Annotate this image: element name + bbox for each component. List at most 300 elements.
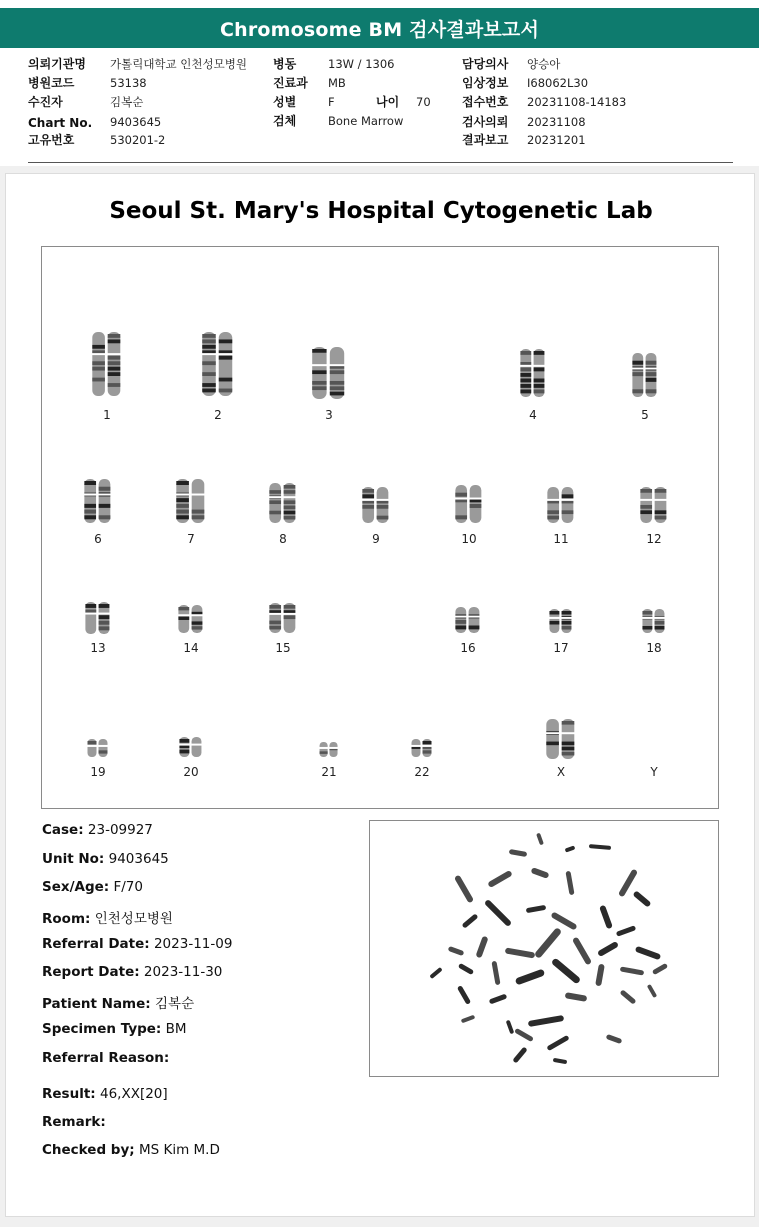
centromere (533, 365, 545, 367)
chromosome-band (284, 506, 296, 510)
chromosome-band (269, 490, 281, 494)
metaphase-chromosome (514, 1028, 534, 1042)
chromosome-pair-9 (362, 487, 389, 523)
chromosome-pair-6 (84, 479, 111, 523)
room-value: 인천성모병원 (94, 911, 173, 927)
centromere (329, 364, 344, 366)
metaphase-chromosome (515, 969, 546, 986)
chromosome-band (179, 750, 189, 754)
chromosome-band (646, 378, 657, 382)
chromosome-band (178, 607, 189, 610)
chromosome-band (99, 626, 110, 630)
chromosome-band (92, 361, 105, 365)
header-row (28, 55, 86, 73)
chromosome-band (108, 372, 121, 376)
chromosome-band (99, 615, 110, 619)
chromosome-band (362, 505, 374, 509)
chromosome-label: 11 (553, 532, 569, 546)
chromosome-band (192, 626, 203, 629)
chromosome-label: 18 (646, 641, 662, 655)
karyogram-image (42, 247, 720, 810)
chromosome-band (330, 381, 344, 385)
header-divider (28, 162, 733, 163)
room-row (42, 907, 173, 927)
chromosome-band (108, 356, 121, 360)
centromere (654, 499, 667, 501)
centromere (191, 614, 203, 616)
header-label: 병원코드 (28, 76, 75, 90)
metaphase-chromosome (487, 870, 513, 888)
chromosome-label: 21 (321, 765, 337, 779)
header-label: 검사의뢰 (462, 115, 509, 129)
header-value-row (328, 112, 403, 130)
chromosome-band (202, 383, 216, 387)
metaphase-chromosome (551, 957, 582, 984)
patient-name-label: Patient Name: (42, 996, 151, 1012)
chromosome-band (176, 510, 189, 514)
chromosome-band (562, 626, 572, 630)
chromosome-band (179, 739, 189, 743)
chromosome-band (520, 379, 531, 383)
chromosome-band (284, 490, 296, 494)
centromere (191, 744, 202, 746)
chromosome-pair-18 (642, 609, 665, 633)
metaphase-chromosome (531, 867, 550, 879)
metaphase-chromosome (457, 985, 471, 1005)
centromere (455, 498, 468, 500)
metaphase-chromosome (448, 946, 465, 956)
chromosome-label: 17 (553, 641, 569, 655)
chromosome-band (284, 500, 296, 504)
centromere (178, 614, 190, 616)
header-row (273, 93, 296, 111)
chromosome-band (219, 378, 233, 382)
chromosome-label: 12 (646, 532, 662, 546)
remark-label: Remark: (42, 1114, 106, 1130)
chromosome-band (219, 339, 233, 343)
header-value-row (527, 113, 586, 131)
chromosome-band (202, 361, 216, 365)
metaphase-chromosome (647, 984, 657, 998)
chromosome-band (178, 617, 189, 620)
chromosome-band (99, 750, 108, 753)
karyogram-panel (41, 246, 719, 809)
chromosome-band (284, 511, 296, 515)
metaphase-chromosome (550, 911, 577, 930)
chromosome-band (534, 368, 545, 372)
chromosome-band (202, 372, 216, 376)
chromosome-pair-12 (640, 487, 667, 523)
metaphase-chromosome (429, 967, 442, 979)
header-label: 접수번호 (462, 95, 509, 109)
lab-title: Seoul St. Mary's Hospital Cytogenetic Lab (109, 198, 653, 224)
karyotype-report-card (5, 173, 755, 1217)
chromosome-label: X (556, 765, 566, 779)
header-value-row (527, 131, 586, 149)
chromosome-band (520, 368, 531, 372)
centromere (98, 494, 111, 496)
chromosome-band (330, 370, 344, 374)
chromosome-band (108, 334, 121, 338)
metaphase-chromosome (589, 844, 611, 850)
metaphase-chromosome (546, 1035, 569, 1051)
metaphase-chromosome (597, 941, 619, 957)
chromosome-band (99, 604, 110, 608)
chromosome-band (192, 621, 203, 624)
centromere (546, 732, 560, 734)
centromere (107, 353, 121, 355)
centromere (561, 499, 574, 501)
metaphase-chromosome (475, 936, 488, 959)
chromosome-band (655, 626, 665, 630)
chromatid (562, 487, 574, 523)
chromosome-label: 3 (325, 408, 333, 422)
metaphase-chromosome (512, 1046, 527, 1063)
metaphase-chromosome (565, 871, 574, 896)
chromosome-band (269, 511, 281, 515)
chromosome-band (534, 390, 545, 394)
chromosome-band (646, 361, 657, 365)
result-label: Result: (42, 1086, 96, 1102)
chromosome-label: 16 (460, 641, 476, 655)
chromosome-band (176, 498, 189, 502)
header-value: F (328, 95, 335, 109)
chromosome-band (562, 510, 574, 514)
chromosome-pair-X (546, 719, 575, 759)
chromosome-pair-4 (520, 349, 545, 397)
chromosome-label: 1 (103, 408, 111, 422)
centromere (283, 496, 296, 498)
chromosome-label: 20 (183, 765, 199, 779)
referral-date-row (42, 936, 232, 952)
referral-reason-row (42, 1050, 169, 1066)
report-date-row (42, 964, 222, 980)
chromosome-pair-8 (269, 483, 296, 523)
header-label: Chart No. (28, 116, 93, 130)
chromosome-band (92, 345, 105, 349)
chromosome-band (176, 504, 189, 508)
header-value: I68062L30 (527, 76, 589, 90)
chromosome-label: 10 (461, 532, 477, 546)
header-value: 가톨릭대학교 인천성모병원 (110, 57, 247, 71)
unit-value: 9403645 (108, 851, 169, 867)
header-value: 20231108-14183 (527, 95, 627, 109)
chromosome-pair-19 (87, 739, 108, 757)
sexage-label: Sex/Age: (42, 879, 110, 895)
chromosome-band (455, 620, 466, 624)
chromosome-band (202, 389, 216, 393)
chromosome-band (362, 489, 374, 493)
chromosome-pair-21 (319, 742, 338, 757)
chromosome-band (84, 515, 96, 519)
sexage-value: F/70 (113, 879, 143, 895)
age-value: 70 (416, 95, 431, 109)
chromosome-label: 19 (90, 765, 106, 779)
report-date-label: Report Date: (42, 964, 140, 980)
metaphase-chromosome (461, 913, 478, 928)
chromosome-label: 15 (275, 641, 291, 655)
chromosome-pair-10 (455, 485, 482, 523)
chromosome-pair-11 (547, 487, 574, 523)
header-value-row (328, 55, 394, 73)
chromosome-band (219, 389, 233, 393)
chromosome-band (562, 742, 575, 746)
chromosome-band (269, 621, 281, 625)
chromatid (99, 739, 108, 757)
chromosome-band (549, 621, 559, 625)
chromosome-band (269, 626, 281, 630)
chromosome-pair-5 (632, 353, 657, 397)
header-row (28, 74, 74, 92)
case-label: Case: (42, 822, 84, 838)
chromosome-band (562, 494, 574, 498)
chromosome-pair-1 (92, 332, 121, 396)
chromosome-band (655, 489, 667, 493)
chromosome-band (284, 605, 296, 609)
chromosome-pair-7 (176, 479, 205, 523)
header-label: 진료과 (273, 76, 308, 90)
chromosome-band (655, 516, 667, 520)
header-row (462, 74, 508, 92)
case-row (42, 822, 153, 838)
metaphase-chromosome (458, 963, 474, 975)
chromosome-band (562, 752, 575, 756)
age-label: 나이 (376, 95, 400, 109)
centromere (191, 494, 205, 496)
checked-by-label: Checked by; (42, 1142, 135, 1158)
chromosome-band (312, 349, 326, 353)
chromosome-label: 5 (641, 408, 649, 422)
header-value-row (527, 74, 588, 92)
chromosome-band (547, 510, 559, 514)
centromere (84, 494, 97, 496)
chromosome-band (284, 516, 296, 520)
chromosome-label: 4 (529, 408, 537, 422)
chromosome-band (312, 386, 326, 390)
chromosome-label: Y (650, 765, 658, 779)
chromosome-pair-3 (312, 347, 345, 399)
specimen-row (42, 1021, 187, 1037)
top-band (0, 0, 759, 8)
chromosome-band (377, 505, 389, 509)
header-value: 20231108 (527, 115, 586, 129)
header-value: 530201-2 (110, 133, 166, 147)
chromosome-band (92, 378, 105, 382)
metaphase-chromosome (553, 1058, 567, 1064)
centromere (179, 744, 190, 746)
centromere (312, 364, 327, 366)
chromosome-label: 9 (372, 532, 380, 546)
header-value: 양승아 (527, 57, 561, 71)
chromosome-label: 6 (94, 532, 102, 546)
chromosome-band (642, 611, 652, 615)
chromosome-band (108, 367, 121, 371)
centromere (87, 745, 97, 747)
metaphase-chromosome (484, 899, 512, 927)
centromere (319, 747, 328, 749)
chromosome-band (547, 516, 559, 520)
chromosome-band (549, 611, 559, 615)
centromere (455, 616, 467, 618)
centromere (411, 745, 421, 747)
header-row (28, 114, 92, 132)
unit-row (42, 851, 169, 867)
chromosome-band (455, 515, 467, 519)
metaphase-chromosome (489, 994, 508, 1005)
chromosome-band (562, 747, 575, 751)
chromosome-band (632, 361, 643, 365)
metaphase-chromosome (632, 890, 651, 907)
header-value: MB (328, 76, 346, 90)
chromosome-band (455, 626, 466, 630)
chromosome-band (330, 386, 344, 390)
result-row (42, 1086, 168, 1102)
metaphase-chromosome (599, 905, 613, 930)
metaphase-chromosome (565, 992, 588, 1002)
chromosome-band (99, 504, 111, 508)
header-label: 의뢰기관명 (28, 57, 86, 71)
header-row (273, 55, 296, 73)
metaphase-chromosome (534, 927, 563, 959)
chromosome-band (284, 485, 296, 489)
metaphase-chromosome (506, 1020, 515, 1035)
centromere (640, 499, 653, 501)
chromosome-band (642, 626, 652, 630)
chromosome-band (84, 481, 96, 485)
chromosome-band (176, 515, 189, 519)
header-label: 수진자 (28, 95, 63, 109)
chromosome-band (92, 367, 105, 371)
chromatid (320, 742, 328, 757)
referral-date-label: Referral Date: (42, 936, 150, 952)
chromosome-pair-2 (202, 332, 233, 396)
header-value-row (110, 55, 247, 73)
chromosome-band (470, 504, 482, 508)
chromosome-band (562, 621, 572, 625)
centromere (547, 499, 560, 501)
specimen-label: Specimen Type: (42, 1021, 162, 1037)
header-row (462, 55, 508, 73)
centromere (269, 613, 282, 615)
chromosome-label: 13 (90, 641, 106, 655)
chromosome-band (632, 389, 643, 393)
header-value-row (527, 93, 626, 111)
header-value-row (110, 74, 147, 92)
metaphase-spread-image (370, 821, 720, 1078)
chromosome-band (312, 370, 326, 374)
report-date-value: 2023-11-30 (143, 964, 223, 980)
chromosome-label: 2 (214, 408, 222, 422)
metaphase-chromosome (536, 833, 544, 846)
unit-label: Unit No: (42, 851, 105, 867)
chromosome-band (640, 505, 652, 509)
chromosome-pair-20 (179, 737, 202, 757)
chromosome-band (202, 345, 216, 349)
chromosome-band (88, 741, 97, 744)
header-value-row (110, 131, 165, 149)
centromere (98, 613, 110, 615)
chromosome-band (99, 515, 111, 519)
chromosome-band (455, 493, 467, 497)
referral-reason-label: Referral Reason: (42, 1050, 170, 1066)
header-row (28, 93, 63, 111)
chromosome-band (192, 510, 205, 514)
metaphase-chromosome (635, 946, 661, 961)
centromere (549, 617, 560, 619)
metaphase-chromosome (526, 905, 547, 913)
metaphase-chromosome (606, 1034, 623, 1044)
header-label: 담당의사 (462, 57, 509, 71)
chromosome-band (655, 510, 667, 514)
header-value: 53138 (110, 76, 147, 90)
patient-name-row (42, 992, 194, 1012)
header-row (273, 74, 308, 92)
report-title: Chromosome BM 검사결과보고서 (0, 8, 759, 48)
centromere (561, 617, 572, 619)
chromosome-pair-13 (85, 602, 110, 634)
centromere (469, 498, 482, 500)
sexage-row (42, 879, 143, 895)
metaphase-chromosome (620, 966, 645, 975)
metaphase-chromosome (619, 989, 636, 1004)
chromosome-band (85, 604, 96, 608)
patient-header (0, 48, 759, 166)
header-row (273, 112, 296, 130)
centromere (561, 732, 575, 734)
chromosome-band (108, 383, 121, 387)
chromosome-pair-22 (411, 739, 432, 757)
centromere (645, 368, 657, 370)
chromosome-band (562, 611, 572, 615)
centromere (85, 613, 97, 615)
header-row (376, 93, 399, 111)
metaphase-chromosome (572, 937, 592, 966)
specimen-value: BM (165, 1021, 187, 1037)
metaphase-chromosome (491, 961, 500, 986)
centromere (422, 745, 432, 747)
chromosome-label: 22 (414, 765, 430, 779)
header-value: 20231201 (527, 133, 586, 147)
centromere (269, 496, 282, 498)
centromere (376, 499, 389, 501)
room-label: Room: (42, 911, 91, 927)
chromosome-pair-16 (455, 607, 480, 633)
case-value: 23-09927 (87, 822, 153, 838)
chromosome-band (655, 621, 665, 625)
metaphase-chromosome (509, 849, 528, 857)
chromosome-band (377, 516, 389, 520)
metaphase-chromosome (461, 1015, 476, 1024)
metaphase-chromosome (565, 845, 576, 852)
chromosome-band (108, 339, 121, 343)
chromosome-band (640, 489, 652, 493)
chromosome-band (520, 373, 531, 377)
header-value-row (328, 93, 335, 111)
chromosome-band (469, 626, 480, 630)
centromere (176, 494, 190, 496)
header-value: 김복순 (110, 95, 144, 109)
chromosome-band (362, 494, 374, 498)
header-row (462, 131, 508, 149)
chromosome-band (330, 392, 344, 396)
header-label: 임상정보 (462, 76, 509, 90)
header-value: Bone Marrow (328, 114, 404, 128)
result-value: 46,XX[20] (99, 1086, 168, 1102)
header-value-row (110, 113, 161, 131)
header-value-row (328, 74, 346, 92)
header-label: 성별 (273, 95, 297, 109)
centromere (362, 499, 375, 501)
